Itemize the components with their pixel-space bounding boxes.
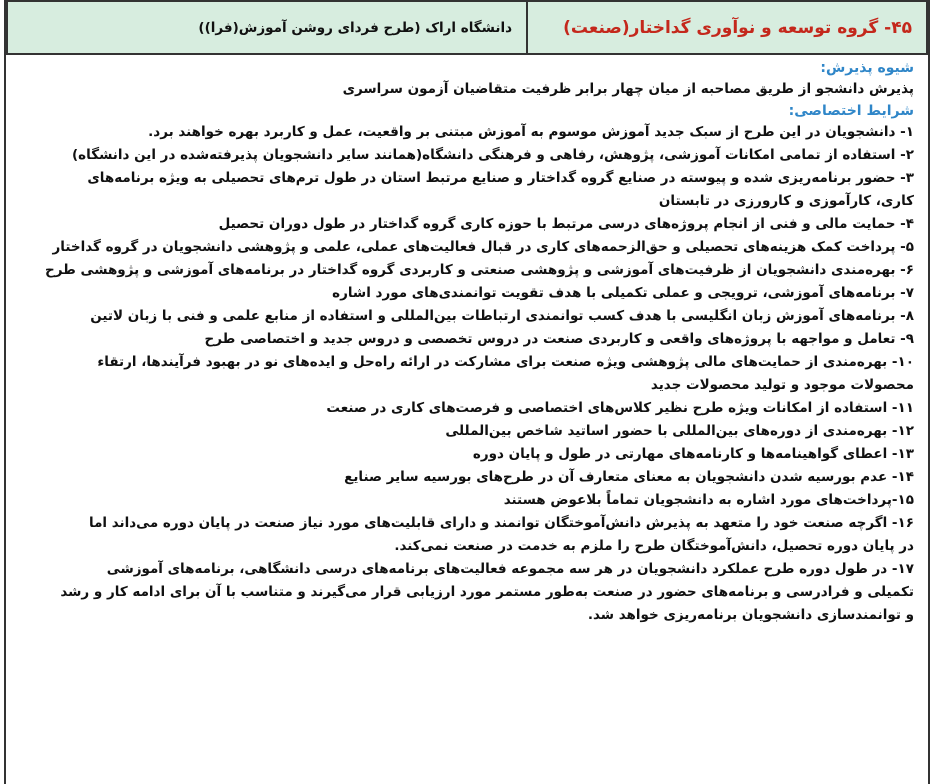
condition-line: ۱۲- بهره‌مندی از دوره‌های بین‌المللی با حضور اساتید شاخص بین‌المللی <box>445 423 914 439</box>
group-title: ۴۵- گروه توسعه و نوآوری گداختار(صنعت) <box>526 2 926 53</box>
condition-line: ۱۴- عدم بورسیه شدن دانشجویان به معنای متعارف آن در طرح‌های بورسیه سایر صنایع <box>344 469 914 485</box>
condition-line: تکمیلی و فرادرسی و برنامه‌های حضور در صنعت به‌طور مستمر مورد ارزیابی قرار می‌گیرند و متناسب با آن برای ادامه کار و رشد <box>60 584 914 600</box>
condition-line: ۹- تعامل و مواجهه با پروژه‌های واقعی و کاربردی صنعت در دروس تخصصی و دروس جدید و اختصاصی طرح <box>204 331 914 347</box>
condition-line: ۸- برنامه‌های آموزش زبان انگلیسی با هدف کسب توانمندی ارتباطات بین‌المللی و استفاده از منابع علمی و فنی با زبان لاتین <box>90 308 914 324</box>
program-details <box>16 56 914 627</box>
condition-line: در پایان دوره تحصیل، دانش‌آموختگان طرح را ملزم به خدمت در صنعت نمی‌کند. <box>394 538 914 554</box>
condition-line: ۱۶- اگرچه صنعت خود را متعهد به پذیرش دانش‌آموختگان توانمند و دارای قابلیت‌های مورد نیاز صنعت در پایان دوره می‌داند اما <box>89 515 914 531</box>
admission-heading: شیوه پذیرش: <box>820 60 914 76</box>
university-name: دانشگاه اراک (طرح فردای روشن آموزش(فرا)) <box>198 19 512 36</box>
condition-line: ۵- پرداخت کمک هزینه‌های تحصیلی و حق‌الزحمه‌های کاری در قبال فعالیت‌های عملی، علمی و پژوهشی دانشجویان در گروه گداختار <box>52 239 914 255</box>
program-header-row <box>6 0 928 55</box>
condition-line: ۱۵-پرداخت‌های مورد اشاره به دانشجویان تماماً بلاعوض هستند <box>503 492 914 508</box>
condition-line: و توانمندسازی دانشجویان برنامه‌ریزی خواهد شد. <box>587 607 914 623</box>
admission-text: پذیرش دانشجو از طریق مصاحبه از میان چهار برابر ظرفیت متقاضیان آزمون سراسری <box>342 81 914 97</box>
condition-line: ۶- بهره‌مندی دانشجویان از ظرفیت‌های آموزشی و پژوهشی صنعتی و کاربردی گروه گداختار در برنامه‌های آموزشی و پژوهشی طرح <box>45 262 914 278</box>
condition-line: ۱۱- استفاده از امکانات ویژه طرح نظیر کلاس‌های اختصاصی و فرصت‌های کاری در صنعت <box>326 400 914 416</box>
program-table <box>4 0 930 784</box>
condition-line: کاری، کارآموزی و کارورزی در تابستان <box>658 193 914 209</box>
condition-line: محصولات موجود و تولید محصولات جدید <box>650 377 914 393</box>
condition-line: ۷- برنامه‌های آموزشی، ترویجی و عملی تکمیلی با هدف تقویت توانمندی‌های مورد اشاره <box>332 285 914 301</box>
condition-line: ۳- حضور برنامه‌ریزی شده و پیوسته در صنایع گروه گداختار و صنایع مرتبط استان در طول ترم‌های تحصیلی به ویژه برنامه‌های <box>87 170 914 186</box>
conditions-list <box>16 121 914 627</box>
condition-line: ۱۰- بهره‌مندی از حمایت‌های مالی پژوهشی ویژه صنعت برای مشارکت در ارائه راه‌حل و ایده‌های نو در بهبود فرآیندها، ارتقاء <box>97 354 914 370</box>
condition-line: ۱۳- اعطای گواهینامه‌ها و کارنامه‌های مهارتی در طول و پایان دوره <box>472 446 914 462</box>
condition-line: ۱۷- در طول دوره طرح عملکرد دانشجویان در هر سه مجموعه فعالیت‌های برنامه‌های درسی دانشگاهی، برنامه‌های آموزشی <box>106 561 914 577</box>
condition-line: ۴- حمایت مالی و فنی از انجام پروژه‌های درسی مرتبط با حوزه کاری گروه گداختار در طول دوران تحصیل <box>218 216 914 232</box>
condition-line: ۲- استفاده از تمامی امکانات آموزشی، پژوهش، رفاهی و فرهنگی دانشگاه(همانند سایر دانشجویان پذیرفته‌شده در این دانشگاه) <box>72 147 914 163</box>
condition-line: ۱- دانشجویان در این طرح از سبک جدید آموزش موسوم به آموزش مبتنی بر واقعیت، عمل و کاربرد بهره خواهند برد. <box>148 124 914 140</box>
conditions-heading: شرایط اختصاصی: <box>788 103 914 119</box>
